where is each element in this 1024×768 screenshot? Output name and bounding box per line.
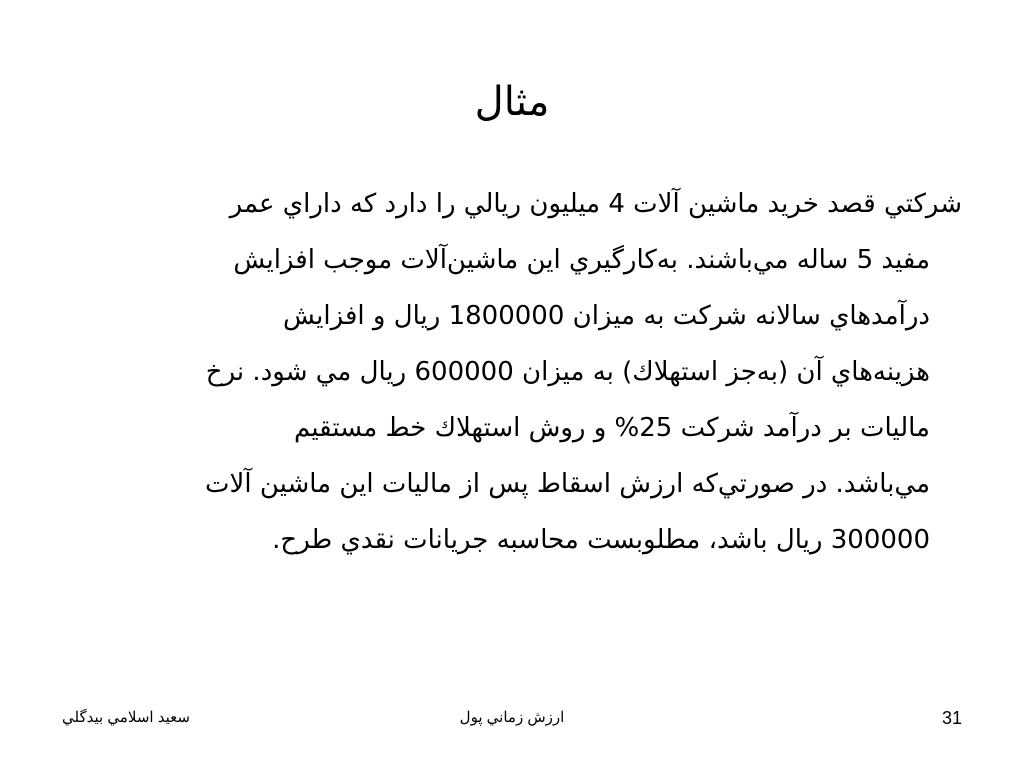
- body-line: شركتي قصد خريد ماشين آلات 4 ميليون ريالي را دارد كه داراي عمر: [229, 189, 962, 219]
- body-line: 300000 ريال باشد، مطلوبست محاسبه جريانات نقدي طرح.: [272, 525, 930, 555]
- footer-author: سعيد اسلامي بيدگلي: [62, 709, 190, 726]
- slide-title: مثال: [474, 79, 550, 125]
- footer-subject: ارزش زماني پول: [459, 709, 565, 726]
- body-line: مفيد 5 ساله مي‌باشند. به‌كارگيري اين ماشين‌آلات موجب افزايش: [233, 245, 930, 275]
- page-number: 31: [941, 708, 962, 728]
- body-line: ماليات بر درآمد شركت 25% و روش استهلاك خط مستقيم: [294, 413, 930, 443]
- slide-body: [80, 176, 962, 568]
- body-line: مي‌باشد. در صورتي‌كه ارزش اسقاط پس از ماليات اين ماشين آلات: [205, 469, 930, 499]
- body-line: درآمدهاي سالانه شركت به ميزان 1800000 ريال و افزايش: [283, 301, 930, 331]
- body-line: هزينه‌هاي آن (به‌جز استهلاك) به ميزان 600000 ريال مي شود. نرخ: [205, 357, 930, 387]
